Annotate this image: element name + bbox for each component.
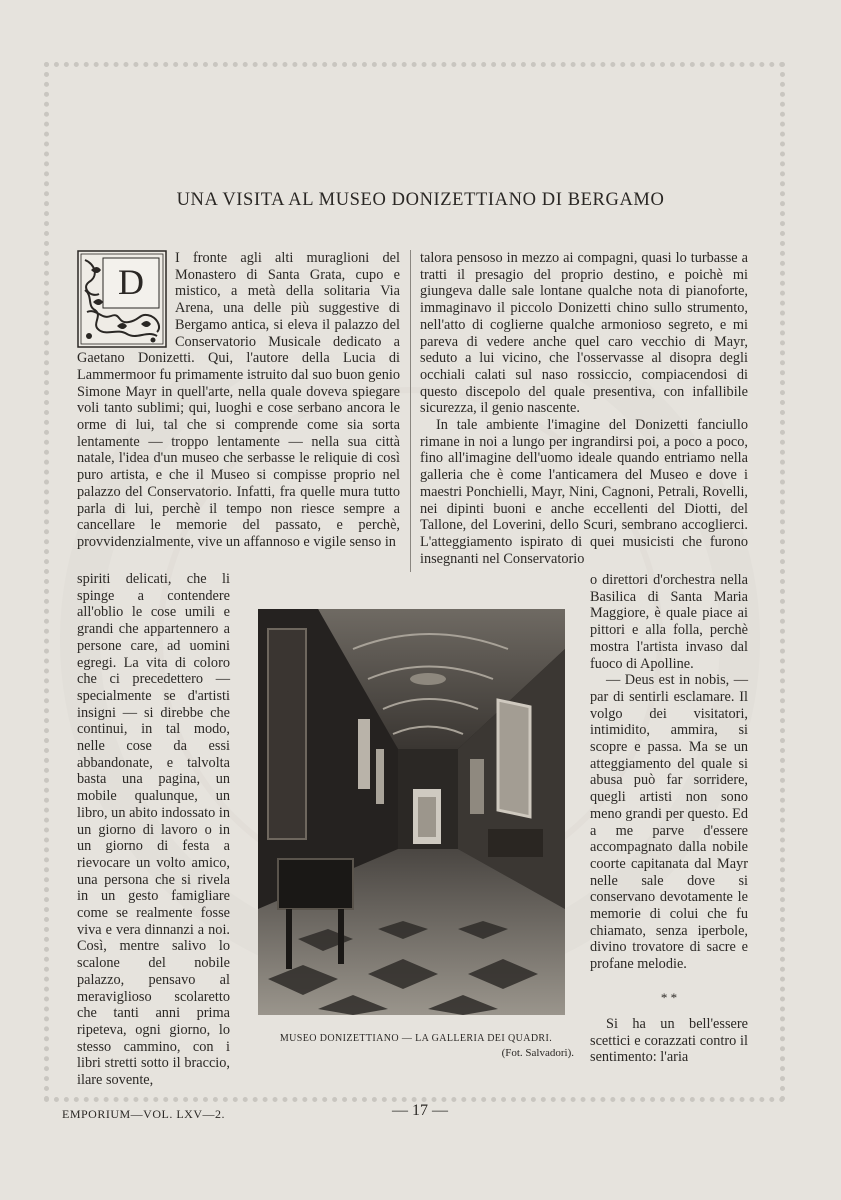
journal-footer: EMPORIUM—VOL. LXV—2. xyxy=(62,1107,225,1121)
column-left-top xyxy=(77,250,400,551)
paragraph-mayr: talora pensoso in mezzo ai compagni, quasi lo turbasse a tratti il presagio del proprio destino, e poichè mi giungeva dalle sale lontane qualche nota di pianoforte, immaginavo il piccolo Donizetti chino sullo strumento, nell'atto di coglierne qualche armonioso segreto, e mi pareva di vedere anche quel caro vecchio di Mayr, seduto a lui vicino, che l'osservasse al disopra degli occhiali calati sul naso rossiccio, compiacendosi di questo discepolo del quale presentiva, con infallibile sicurezza, il genio nascente. xyxy=(420,250,748,417)
paragraph-continued: spiriti delicati, che li spinge a contendere all'oblio le cose umili e grandi che appartennero a persone care, ad uomini egregi. La vita di coloro che ci precedettero — specialmente se d'artisti insigni — si direbbe che continui, in tal modo, nelle cose da essi abbandonate, e talvolta basta una pagina, un mobile qualunque, un libro, un abito indossato in un giorno di lavoro o in un giorno di festa a rievocare un volto amico, una persona che si rivela in un gesto famigliare come se realmente fosse viva e vera dinnanzi a noi. Così, mentre salivo lo scalone del nobile palazzo, pensavo al meraviglioso scolaretto che tanti anni prima ripeteva, ogni giorno, lo stesso cammino, con i libri stretti sotto il braccio, ilare sovente, xyxy=(77,571,230,1089)
column-right-top xyxy=(420,250,748,567)
column-right-narrow xyxy=(590,572,748,973)
paragraph-gallery: In tale ambiente l'imagine del Donizetti fanciullo rimane in noi a lungo per ingrandirsi poi, a poco a poco, fino all'imagine dell'uomo ideale quando entriamo nella galleria che è come l'anticamera del Museo e dove i maestri Ponchielli, Mayr, Nini, Cagnoni, Petrali, Rovelli, nei dipinti buoni e anche eccellenti del Diotti, del Tallone, del Loverini, dello Scuri, sembrano accoglierci. L'atteggiamento ispirato di quei musicisti che furono insegnanti nel Conservatorio xyxy=(420,417,748,567)
paragraph-scettici: Si ha un bell'essere scettici e corazzati contro il sentimento: l'aria xyxy=(590,1016,748,1066)
paragraph-deus: — Deus est in nobis, — par di sentirli esclamare. Il volgo dei visitatori, intimidito, ammira, si scopre e passa. Ma se un atteggiamento del quale si abusa può far sorridere, quegli artisti non sono meno grandi per questo. Ed a me parve d'essere accompagnato dalla nobile coorte capitanata dal Mayr nelle sale dove si conservano devotamente le memorie di colui che fu chiamato, senza iperbole, divino trovatore di sacre e profane melodie. xyxy=(590,672,748,973)
column-right-tail xyxy=(590,1016,748,1066)
column-rule xyxy=(410,250,411,572)
photo-credit: (Fot. Salvadori). xyxy=(501,1047,574,1059)
page-number: — 17 — xyxy=(392,1102,448,1119)
paragraph-intro: I fronte agli alti muraglioni del Monastero di Santa Grata, cupo e mistico, a metà della solitaria Via Arena, una delle più suggestive di Bergamo antica, si eleva il palazzo del Conservatorio Musicale dedicato a Gaetano Donizetti. Qui, l'autore della Lucia di Lammermoor fu primamente istruito dal suo buon genio Simone Mayr in quell'arte, nella quale doveva spiegare voli tanto sublimi; qui, luoghi e cose serbano ancora le orme di lui, tal che si comprende come sia sorta lentamente — troppo lentamente — nella sua città natale, l'idea d'un museo che serbasse le reliquie di così puro artista, e che il Museo si compisse proprio nel palazzo del Conservatorio. Infatti, fra quelle mura tutto parla di lui, perchè il tempo non riesce sempre a cancellare le memorie del passato, e perchè, provvidenzialmente, vive un affannoso e vigile senso in xyxy=(77,250,400,550)
gallery-photograph xyxy=(258,609,565,1015)
photo-caption: MUSEO DONIZETTIANO — LA GALLERIA DEI QUADRI. xyxy=(279,1033,553,1044)
column-left-narrow xyxy=(77,571,230,1089)
ornamental-dropcap xyxy=(77,250,167,348)
dropcap-letter: D xyxy=(118,262,144,302)
section-break-asterisks: * * xyxy=(660,990,678,1005)
corridor-photo-image xyxy=(258,609,565,1015)
article-title: UNA VISITA AL MUSEO DONIZETTIANO DI BERGAMO xyxy=(176,190,665,210)
paragraph-apolline: o direttori d'orchestra nella Basilica di Santa Maria Maggiore, è quale piace ai pittori e alla folla, perchè mostra l'artista invaso dal fuoco di Apolline. xyxy=(590,572,748,672)
